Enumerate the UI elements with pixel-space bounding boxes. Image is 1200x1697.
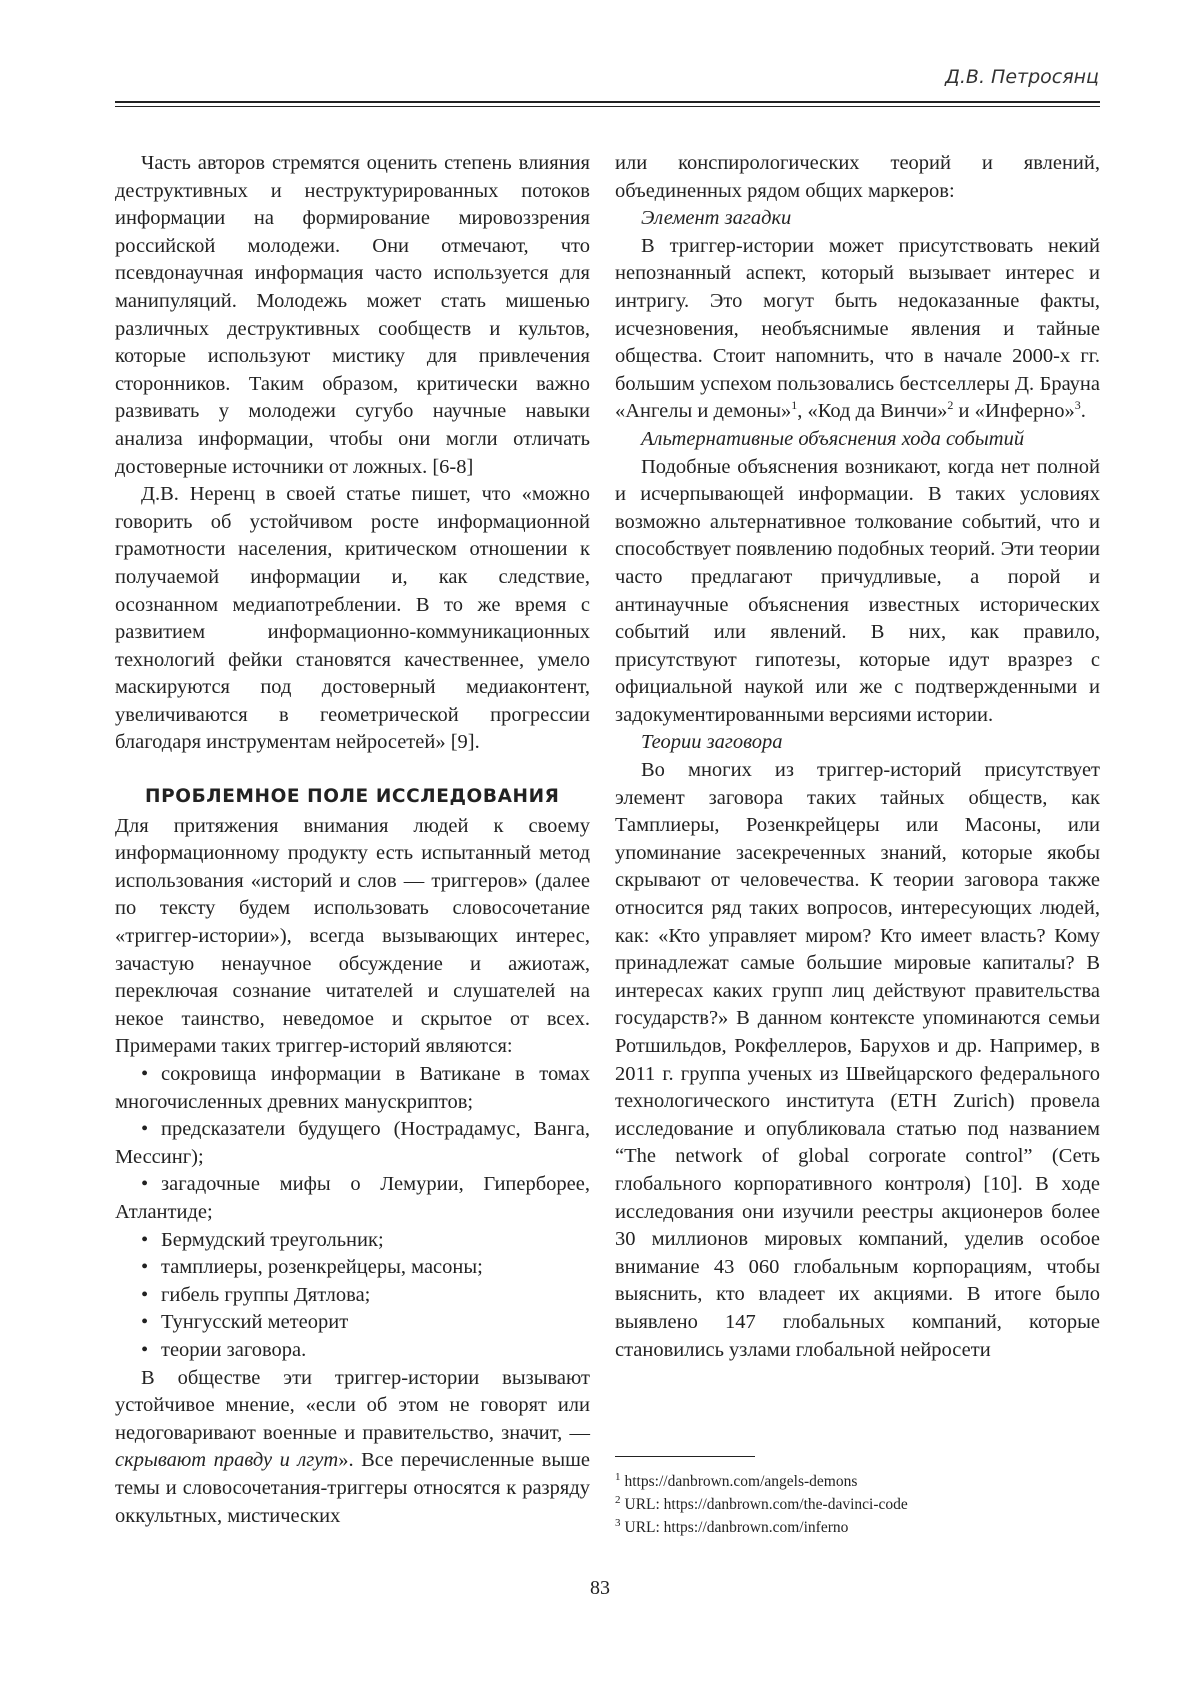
footnote-number: 1 [615,1470,621,1483]
page-number: 83 [590,1577,610,1599]
list-item-text: загадочные мифы о Лемурии, Гиперборее, Атлантиде; [115,1173,590,1223]
paragraph [115,1365,590,1531]
paragraph: Во многих из триггер-историй присутствует элемент заговора таких тайных обществ, как Тамплиеры, Розенкрейцеры или Масоны, или упоминание засекреченных знаний, которые якобы скрывают от человечества. К теории заговора также относится ряд таких вопросов, интересующих людей, как: «Кто управляет миром? Кто имеет власть? Кому принадлежат самые большие мировые капиталы? В интересах каких групп лиц действуют правительства государств?» В данном контексте упоминаются семьи Ротшильдов, Рокфеллеров, Барухов и др. Например, в 2011 г. группа ученых из Швейцарского федерального технологического института (ETH Zurich) провела исследование и опубликовала статью под названием “The network of global corporate control” (Сеть глобального корпоративного контроля) [10]. В ходе исследования они изучили реестры акционеров более 30 миллионов мировых компаний, уделив особое внимание 43 060 глобальным корпорациям, чтобы выяснить, кто владеет их акциями. В итоге было выявлено 147 глобальных компаний, которые становились узлами глобальной нейросети [615,759,1100,1361]
right-column [615,150,1100,1364]
list-item-text: тамплиеры, розенкрейцеры, масоны; [161,1256,483,1279]
bullet-icon: • [141,1256,149,1279]
list-item-text: сокровища информации в Ватикане в томах многочисленных древних манускриптов; [115,1063,590,1113]
trigger-stories-list [115,1061,590,1365]
bullet-icon: • [141,1338,149,1361]
footnote-number: 2 [615,1493,621,1506]
subheading: Теории заговора [641,731,783,754]
text-run: В обществе эти триггер-истории вызывают устойчивое мнение, «если об этом не говорят или недоговаривают военные и правительство, значит, — [115,1366,590,1444]
footnote-ref[interactable]: 1 [791,398,798,413]
list-item [115,1282,590,1310]
subheading: Элемент загадки [641,207,792,230]
list-item-text: Бермудский треугольник; [161,1228,384,1251]
list-item [115,1337,590,1365]
footnote [615,1470,1100,1493]
footnote-link[interactable]: URL: https://danbrown.com/the-davinci-code [624,1496,908,1513]
list-item [115,1227,590,1255]
bullet-icon: • [141,1173,149,1196]
italic-text-run: скрывают правду и лгут [115,1449,339,1472]
list-item-text: гибель группы Дятлова; [161,1283,371,1306]
footnote-ref[interactable]: 2 [947,398,954,413]
list-item [115,1254,590,1282]
footnote [615,1493,1100,1516]
list-item-text: Тунгусский метеорит [161,1311,349,1334]
list-item [115,1116,590,1171]
bullet-icon: • [141,1063,149,1085]
text-run: и «Инферно» [953,400,1075,423]
text-run: В триггер-истории может присутствовать некий непознанный аспект, который вызывает интерес и интригу. Это могут быть недоказанные факты, исчезновения, необъяснимые явления и тайные общества. Стоит напомнить, что в начале 2000-х гг. большим успехом пользовались бестселлеры Д. Брауна «Ангелы и демоны» [615,234,1100,423]
subheading: Альтернативные объяснения хода событий [641,427,1025,450]
paragraph: или конспирологических теорий и явлений, объединенных рядом общих маркеров: [615,152,1100,202]
list-item-text: теории заговора. [161,1338,307,1361]
list-item [115,1171,590,1226]
footnote-number: 3 [615,1516,621,1529]
footnote-link[interactable]: https://danbrown.com/angels-demons [624,1473,858,1490]
paragraph: Подобные объяснения возникают, когда нет полной и исчерпывающей информации. В таких условиях возможно альтернативное толкование событий, что и способствует появлению подобных теорий. Эти теории часто предлагают причудливые, а порой и антинаучные объяснения известных исторических событий или явлений. В них, как правило, присутствуют гипотезы, которые идут вразрез с официальной наукой или же с подтвержденными и задокументированными версиями истории. [615,455,1100,726]
footnote-ref[interactable]: 3 [1074,398,1081,413]
paragraph: Часть авторов стремятся оценить степень влияния деструктивных и неструктурированных потоков информации на формирование мировоззрения российской молодежи. Они отмечают, что псевдонаучная информация часто используется для манипуляций. Молодежь может стать мишенью различных деструктивных сообществ и культов, которые используют мистику для привлечения сторонников. Таким образом, критически важно развивать у молодежи сугубо научные навыки анализа информации, чтобы они могли отличать достоверные источники от ложных. [6-8] [115,152,590,478]
list-item [115,1061,590,1116]
footnote-rule [615,1456,755,1457]
bullet-icon: • [141,1228,149,1251]
section-heading: ПРОБЛЕМНОЕ ПОЛЕ ИССЛЕДОВАНИЯ [145,786,560,808]
bullet-icon: • [141,1283,149,1306]
list-item-text: предсказатели будущего (Нострадамус, Ванга, Мессинг); [115,1118,590,1168]
paragraph: Д.В. Неренц в своей статье пишет, что «можно говорить об устойчивом росте информационной грамотности населения, критическом отношении к получаемой информации и, как следствие, осознанном медиапотреблении. В то же время с развитием информационно-коммуникационных технологий фейки становятся качественнее, умело маскируются под достоверный медиаконтент, увеличиваются в геометрической прогрессии благодаря инструментам нейросетей» [9]. [115,483,590,754]
text-run: . [1080,400,1086,423]
bullet-icon: • [141,1311,149,1334]
paragraph: Для притяжения внимания людей к своему информационному продукту есть испытанный метод использования «историй и слов — триггеров» (далее по тексту будем использовать словосочетание «триггер-истории»), всегда вызывающих интерес, зачастую ненаучное обсуждение и ажиотаж, переключая сознание читателей и слушателей на некое таинство, неведомое и скрытое от всех. Примерами таких триггер-историй являются: [115,814,590,1058]
paragraph [615,233,1100,426]
text-run: , «Код да Винчи» [797,400,948,423]
footnotes [615,1470,1100,1539]
header-rule [115,101,1100,103]
text-run: ». Все перечисленные выше темы и словосочетания-триггеры относятся к разряду оккультных, мистических [115,1449,590,1527]
left-column [115,150,590,1530]
footnote [615,1516,1100,1539]
list-item [115,1309,590,1337]
header-rule-thin [115,106,1100,107]
footnote-link[interactable]: URL: https://danbrown.com/inferno [624,1519,849,1536]
bullet-icon: • [141,1118,149,1141]
running-head-author: Д.В. Петросянц [945,66,1099,88]
